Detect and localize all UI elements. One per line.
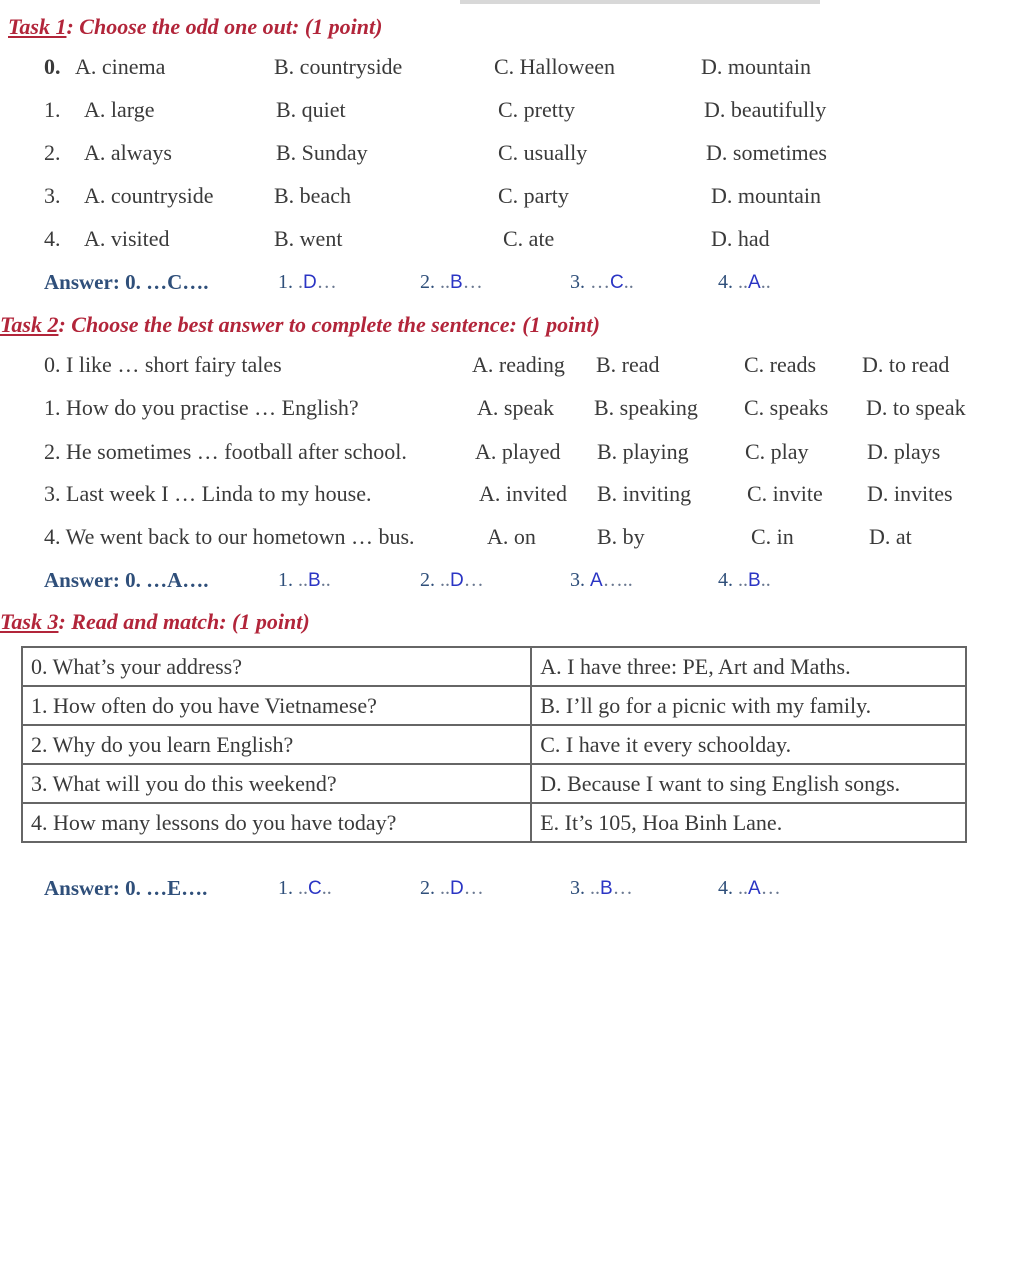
option-d: D. to speak bbox=[866, 395, 966, 420]
task1-title-name: Task 1 bbox=[8, 14, 67, 39]
option-a: A. visited bbox=[84, 226, 170, 251]
match-answer: C. I have it every schoolday. bbox=[531, 725, 966, 764]
option-d: D. had bbox=[711, 226, 770, 251]
answer-item-3: 3. A….. bbox=[570, 569, 633, 591]
option-a: A. cinema bbox=[75, 54, 166, 79]
option-c: C. invite bbox=[747, 481, 823, 506]
task2-row-2 bbox=[0, 437, 1024, 467]
task1-answer-row bbox=[0, 267, 1024, 297]
task3-title-rest: : Read and match: (1 point) bbox=[58, 609, 310, 634]
option-a: A. played bbox=[475, 439, 561, 464]
match-question: 0. What’s your address? bbox=[22, 647, 531, 686]
option-d: D. at bbox=[869, 524, 912, 549]
option-b: B. by bbox=[597, 524, 645, 549]
option-b: B. countryside bbox=[274, 54, 403, 79]
task3-title bbox=[0, 609, 310, 635]
task3-answer-row bbox=[0, 873, 1024, 903]
item-number: 0. bbox=[44, 54, 61, 79]
question-text: 2. He sometimes … football after school. bbox=[44, 439, 407, 464]
task3-title-name: Task 3 bbox=[0, 609, 59, 634]
cropped-previous-line bbox=[460, 0, 820, 4]
option-a: A. invited bbox=[479, 481, 567, 506]
match-row-1 bbox=[22, 686, 966, 725]
task2-title bbox=[0, 312, 600, 338]
question-text: 1. How do you practise … English? bbox=[44, 395, 359, 420]
question-text: 0. I like … short fairy tales bbox=[44, 352, 282, 377]
option-a: A. on bbox=[487, 524, 536, 549]
answer-item-4: 4. ..A.. bbox=[718, 271, 771, 293]
option-b: B. went bbox=[274, 226, 343, 251]
answer-label: Answer: 0. …E…. bbox=[44, 876, 208, 900]
item-number: 4. bbox=[44, 226, 61, 251]
option-d: D. plays bbox=[867, 439, 941, 464]
task2-title-name: Task 2 bbox=[0, 312, 59, 337]
option-c: C. reads bbox=[744, 352, 817, 377]
task1-title bbox=[8, 14, 382, 40]
task2-row-0 bbox=[0, 350, 1024, 380]
match-question: 4. How many lessons do you have today? bbox=[22, 803, 531, 842]
match-row-4 bbox=[22, 803, 966, 842]
option-a: A. countryside bbox=[84, 183, 214, 208]
match-answer: A. I have three: PE, Art and Maths. bbox=[531, 647, 966, 686]
task2-row-1 bbox=[0, 393, 1024, 423]
answer-item-2: 2. ..D… bbox=[420, 877, 484, 899]
answer-item-2: 2. ..D… bbox=[420, 569, 484, 591]
answer-item-1: 1. .D… bbox=[278, 271, 337, 293]
option-d: D. to read bbox=[862, 352, 950, 377]
question-text: 4. We went back to our hometown … bus. bbox=[44, 524, 415, 549]
match-question: 1. How often do you have Vietnamese? bbox=[22, 686, 531, 725]
answer-label: Answer: 0. …A…. bbox=[44, 568, 209, 592]
match-answer: E. It’s 105, Hoa Binh Lane. bbox=[531, 803, 966, 842]
answer-item-2: 2. ..B… bbox=[420, 271, 483, 293]
match-table bbox=[21, 646, 967, 843]
answer-item-4: 4. ..B.. bbox=[718, 569, 771, 591]
task2-title-rest: : Choose the best answer to complete the sentence: (1 point) bbox=[58, 312, 600, 337]
answer-item-4: 4. ..A… bbox=[718, 877, 781, 899]
task2-row-4 bbox=[0, 522, 1024, 552]
item-number: 3. bbox=[44, 183, 61, 208]
option-c: C. in bbox=[751, 524, 794, 549]
answer-item-3: 3. …C.. bbox=[570, 271, 634, 293]
answer-item-3: 3. ..B… bbox=[570, 877, 633, 899]
match-row-2 bbox=[22, 725, 966, 764]
option-d: D. beautifully bbox=[704, 97, 827, 122]
option-d: D. sometimes bbox=[706, 140, 827, 165]
option-b: B. beach bbox=[274, 183, 351, 208]
task1-title-rest: : Choose the odd one out: (1 point) bbox=[66, 14, 383, 39]
task1-row-4 bbox=[0, 224, 1024, 254]
option-b: B. read bbox=[596, 352, 660, 377]
match-answer: D. Because I want to sing English songs. bbox=[531, 764, 966, 803]
option-d: D. invites bbox=[867, 481, 953, 506]
option-c: C. speaks bbox=[744, 395, 829, 420]
option-c: C. usually bbox=[498, 140, 588, 165]
match-row-0 bbox=[22, 647, 966, 686]
option-b: B. playing bbox=[597, 439, 689, 464]
option-a: A. always bbox=[84, 140, 172, 165]
answer-label: Answer: 0. …C…. bbox=[44, 270, 209, 294]
task1-row-2 bbox=[0, 138, 1024, 168]
task1-row-3 bbox=[0, 181, 1024, 211]
item-number: 2. bbox=[44, 140, 61, 165]
option-b: B. speaking bbox=[594, 395, 698, 420]
match-question: 2. Why do you learn English? bbox=[22, 725, 531, 764]
option-c: C. party bbox=[498, 183, 569, 208]
option-b: B. quiet bbox=[276, 97, 346, 122]
answer-item-1: 1. ..C.. bbox=[278, 877, 332, 899]
option-c: C. pretty bbox=[498, 97, 575, 122]
option-a: A. large bbox=[84, 97, 155, 122]
option-c: C. Halloween bbox=[494, 54, 615, 79]
task1-row-1 bbox=[0, 95, 1024, 125]
option-c: C. play bbox=[745, 439, 809, 464]
match-row-3 bbox=[22, 764, 966, 803]
item-number: 1. bbox=[44, 97, 61, 122]
answer-item-1: 1. ..B.. bbox=[278, 569, 331, 591]
task2-row-3 bbox=[0, 479, 1024, 509]
option-b: B. Sunday bbox=[276, 140, 368, 165]
match-question: 3. What will you do this weekend? bbox=[22, 764, 531, 803]
match-answer: B. I’ll go for a picnic with my family. bbox=[531, 686, 966, 725]
option-b: B. inviting bbox=[597, 481, 692, 506]
option-a: A. speak bbox=[477, 395, 554, 420]
task1-row-0 bbox=[0, 52, 1024, 82]
option-d: D. mountain bbox=[711, 183, 821, 208]
option-c: C. ate bbox=[503, 226, 555, 251]
option-a: A. reading bbox=[472, 352, 565, 377]
option-d: D. mountain bbox=[701, 54, 811, 79]
task2-answer-row bbox=[0, 565, 1024, 595]
question-text: 3. Last week I … Linda to my house. bbox=[44, 481, 372, 506]
